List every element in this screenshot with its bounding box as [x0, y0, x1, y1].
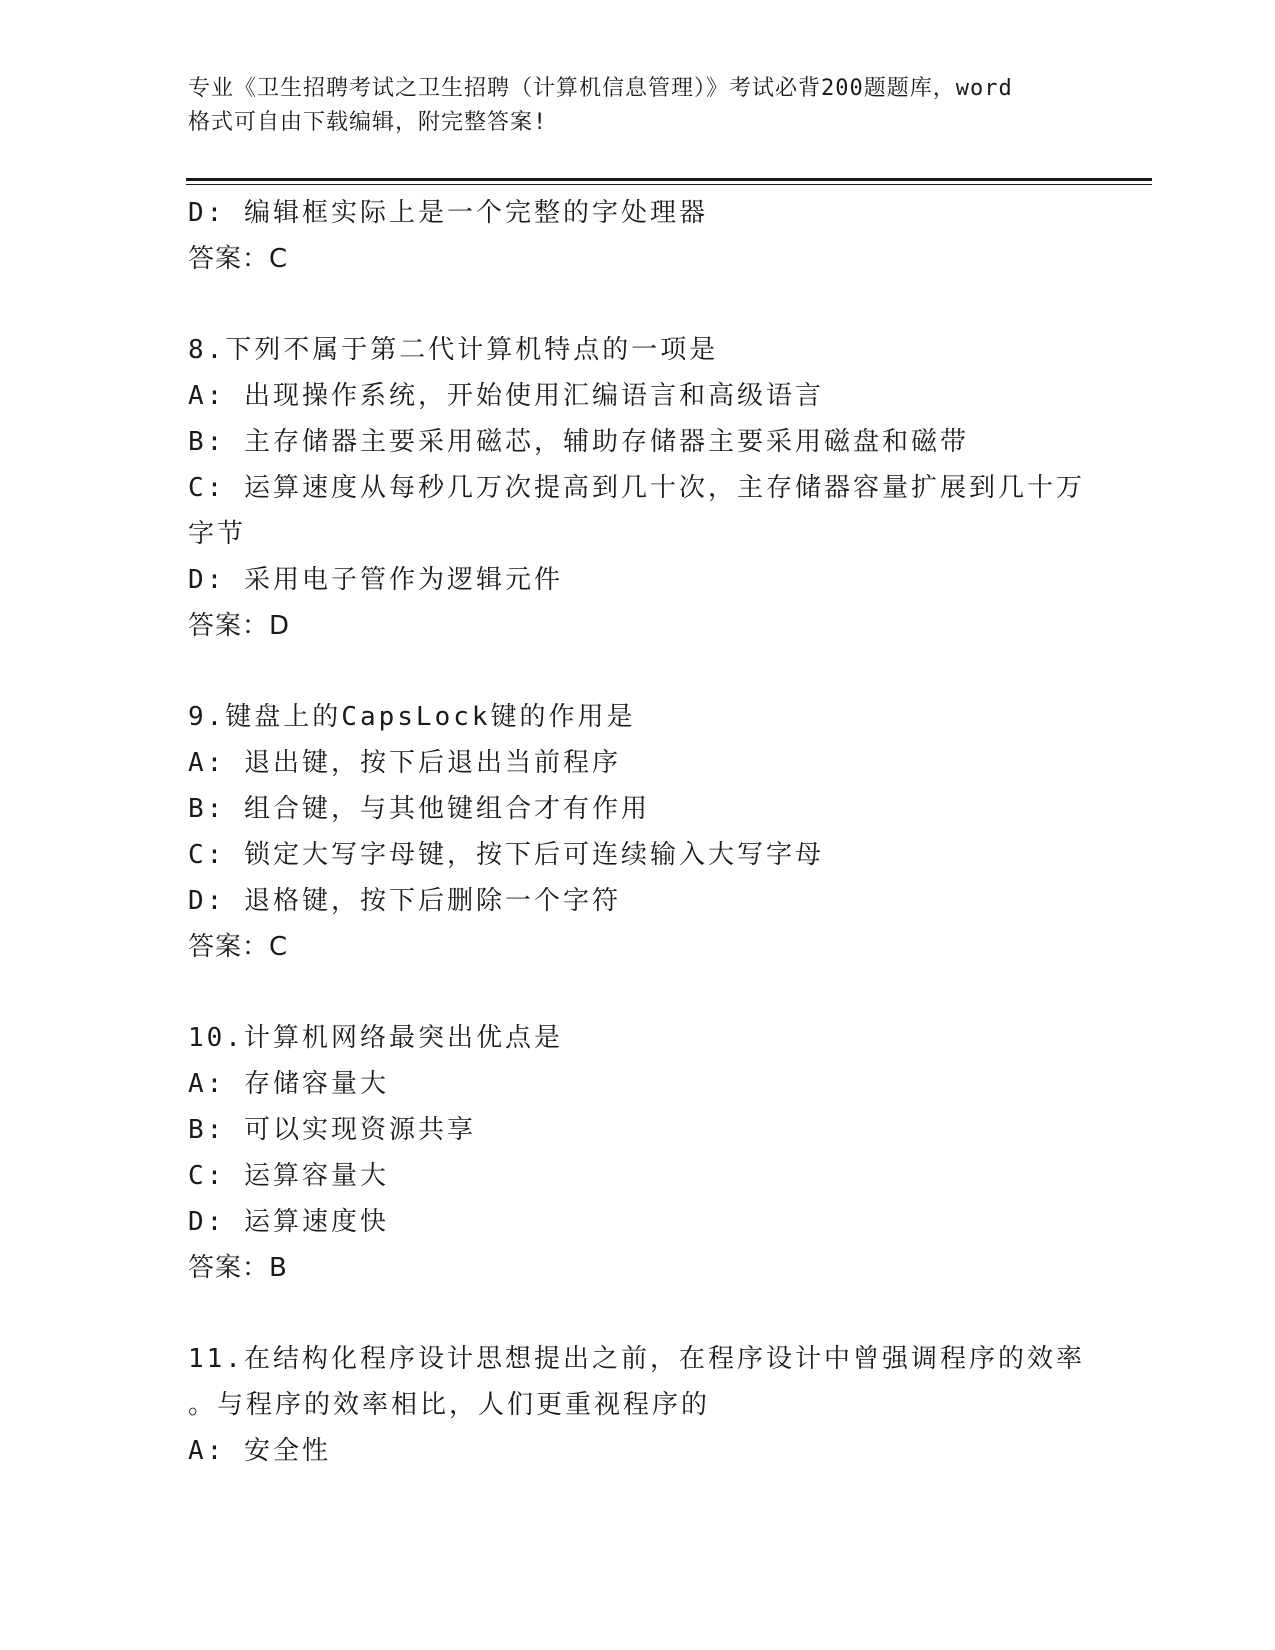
question-stem-line-2: 。与程序的效率相比，人们更重视程序的 [188, 1390, 711, 1420]
option-c: C: 运算速度从每秒几万次提高到几十次，主存储器容量扩展到几十万 [188, 473, 1085, 503]
spacer [188, 649, 1088, 694]
document-header [188, 72, 1088, 140]
option-b: B: 可以实现资源共享 [188, 1115, 476, 1145]
question-11 [188, 1336, 1088, 1474]
spacer [188, 970, 1088, 1015]
option-b: B: 组合键，与其他键组合才有作用 [188, 794, 650, 824]
option-d: D: 退格键，按下后删除一个字符 [188, 886, 621, 916]
option-c: C: 运算容量大 [188, 1161, 389, 1191]
document-body [188, 190, 1088, 1474]
option-a: A: 退出键，按下后退出当前程序 [188, 748, 621, 778]
question-8 [188, 327, 1088, 649]
answer-line: 答案：B [188, 1253, 288, 1283]
option-a: A: 出现操作系统，开始使用汇编语言和高级语言 [188, 381, 824, 411]
answer-line: 答案：C [188, 932, 289, 962]
answer-line: 答案：D [188, 611, 291, 641]
question-stem: 10.计算机网络最突出优点是 [188, 1023, 563, 1053]
option-a: A: 存储容量大 [188, 1069, 389, 1099]
option-a: A: 安全性 [188, 1436, 331, 1466]
option-d: D: 采用电子管作为逻辑元件 [188, 565, 563, 595]
spacer [188, 1291, 1088, 1336]
answer-line: 答案：C [188, 244, 289, 274]
option-b: B: 主存储器主要采用磁芯，辅助存储器主要采用磁盘和磁带 [188, 427, 969, 457]
question-stem: 9.键盘上的CapsLock键的作用是 [188, 702, 636, 732]
header-line-1: 专业《卫生招聘考试之卫生招聘（计算机信息管理）》考试必背200题题库，word [188, 76, 1013, 101]
spacer [188, 282, 1088, 327]
header-rule-thick [186, 178, 1152, 181]
question-stem-line-1: 11.在结构化程序设计思想提出之前，在程序设计中曾强调程序的效率 [188, 1344, 1085, 1374]
question-9 [188, 694, 1088, 970]
option-d: D: 编辑框实际上是一个完整的字处理器 [188, 198, 708, 228]
question-10 [188, 1015, 1088, 1291]
question-stem: 8.下列不属于第二代计算机特点的一项是 [188, 335, 719, 365]
option-d: D: 运算速度快 [188, 1207, 389, 1237]
option-c-continued: 字节 [188, 519, 247, 549]
option-c: C: 锁定大写字母键，按下后可连续输入大写字母 [188, 840, 824, 870]
header-line-2: 格式可自由下载编辑，附完整答案! [188, 110, 548, 135]
header-rule-thin [186, 184, 1152, 185]
